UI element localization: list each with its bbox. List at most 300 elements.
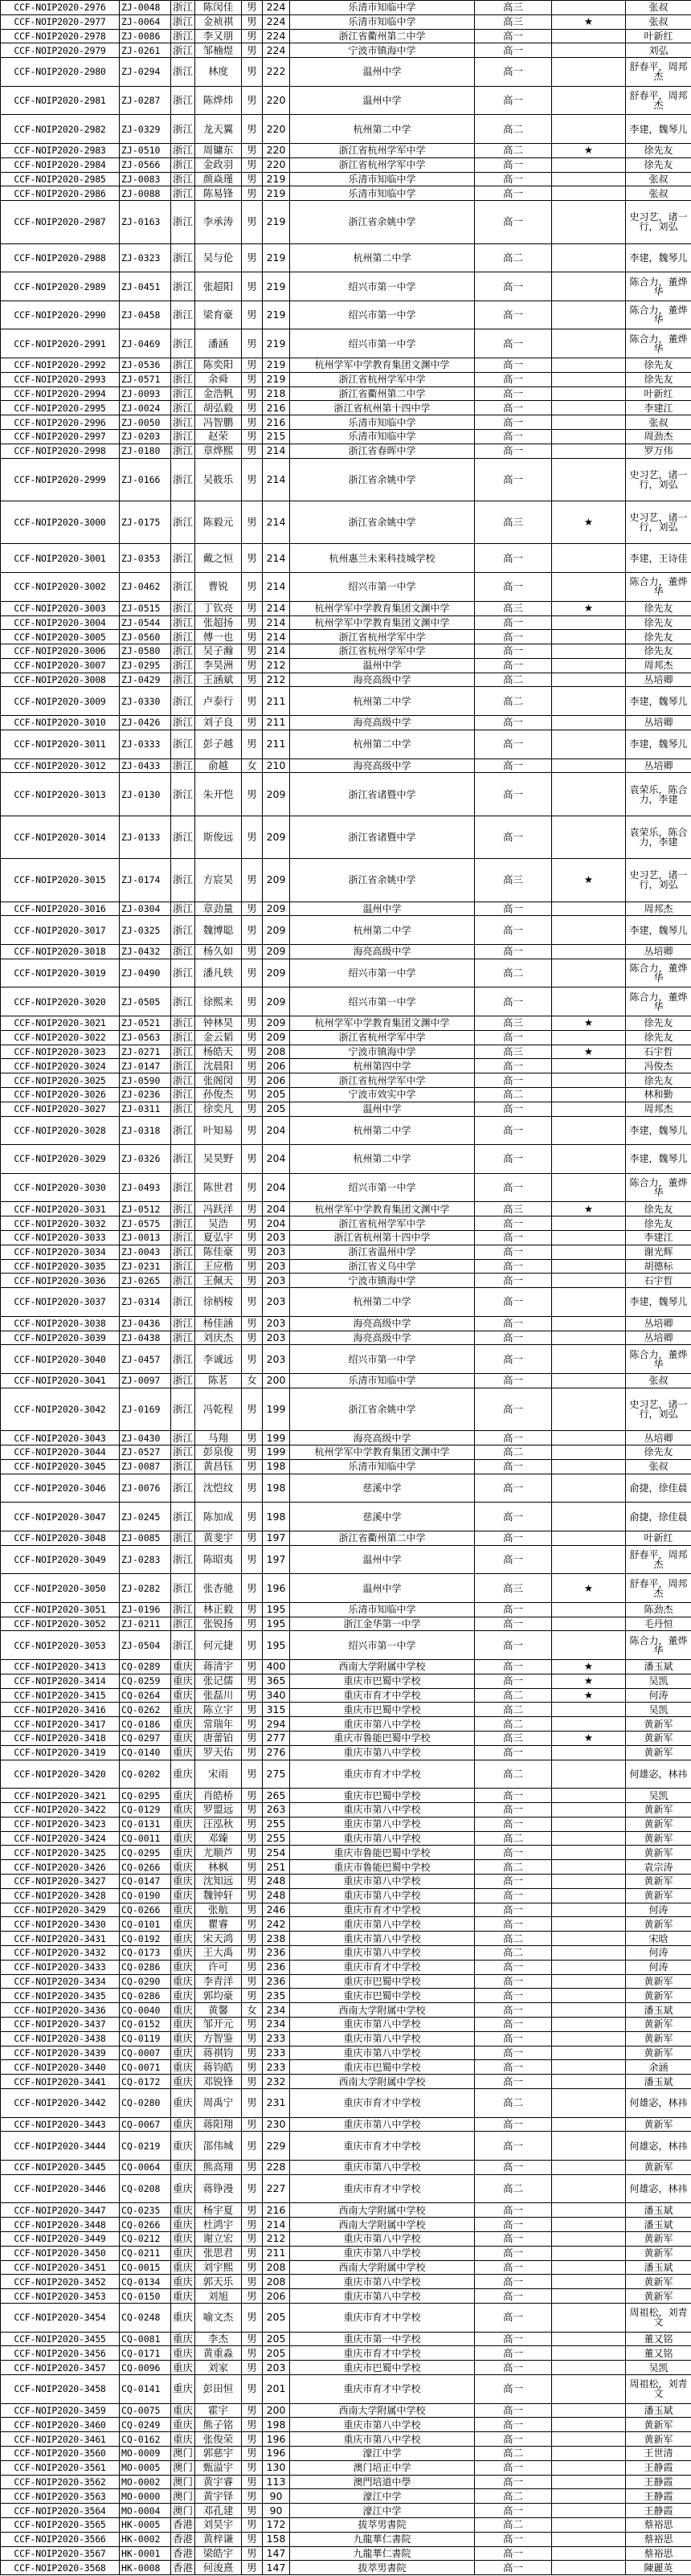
grade-cell: 高一	[475, 987, 552, 1016]
exam-number-cell: ZJ-0433	[120, 758, 171, 773]
province-cell: 浙江	[171, 544, 195, 573]
student-name-cell: 曹锐	[195, 573, 242, 602]
coach-cell: 黄新军	[626, 2418, 691, 2432]
school-cell: 重庆市第八中学校	[290, 1717, 475, 1732]
gender-cell: 男	[242, 1030, 263, 1045]
student-name-cell: 瞿睿	[195, 1917, 242, 1932]
contestant-id-cell: CCF-NOIP2020-3562	[1, 2475, 120, 2489]
school-cell: 海亮高级中学	[290, 673, 475, 687]
table-row	[1, 615, 691, 630]
grade-cell: 高一	[475, 1474, 552, 1503]
student-name-cell: 叶知易	[195, 1116, 242, 1145]
province-cell: 浙江	[171, 1331, 195, 1345]
coach-cell: 何雄宓，林祎	[626, 2174, 691, 2203]
student-name-cell: 蒋清宇	[195, 1660, 242, 1674]
contestant-id-cell: CCF-NOIP2020-2990	[1, 301, 120, 329]
score-cell: 224	[263, 29, 290, 43]
mark-cell	[552, 1459, 626, 1474]
contestant-id-cell: CCF-NOIP2020-2995	[1, 401, 120, 415]
score-cell: 195	[263, 1631, 290, 1660]
gender-cell: 男	[242, 2275, 263, 2289]
exam-number-cell: CQ-0171	[120, 2346, 171, 2361]
grade-cell: 高一	[475, 2075, 552, 2089]
school-cell: 重庆市育才中学校	[290, 2303, 475, 2332]
mark-cell	[552, 415, 626, 430]
mark-cell	[552, 644, 626, 659]
coach-cell: 吴凯	[626, 2361, 691, 2375]
grade-cell: 高一	[475, 2031, 552, 2046]
contestant-id-cell: CCF-NOIP2020-3427	[1, 1875, 120, 1889]
school-cell: 浙江省杭州学军中学	[290, 144, 475, 158]
table-row	[1, 401, 691, 415]
province-cell: 重庆	[171, 2275, 195, 2289]
exam-number-cell: CQ-0081	[120, 2332, 171, 2346]
gender-cell: 男	[242, 902, 263, 916]
score-cell: 208	[263, 2260, 290, 2275]
coach-cell: 丛培卿	[626, 1431, 691, 1445]
mark-cell	[552, 544, 626, 573]
province-cell: 浙江	[171, 1373, 195, 1388]
school-cell: 浙江省诸暨中学	[290, 816, 475, 858]
table-row	[1, 1760, 691, 1789]
coach-cell: 陈合力，董烨华	[626, 301, 691, 329]
school-cell: 杭州第二中学	[290, 1145, 475, 1174]
exam-number-cell: CQ-0190	[120, 1888, 171, 1903]
score-cell: 209	[263, 916, 290, 945]
score-cell: 246	[263, 1903, 290, 1917]
exam-number-cell: CQ-0147	[120, 1875, 171, 1889]
contestant-id-cell: CCF-NOIP2020-3013	[1, 773, 120, 816]
student-name-cell: 周镛东	[195, 144, 242, 158]
mark-cell	[552, 2346, 626, 2361]
mark-cell	[552, 358, 626, 373]
grade-cell: 高一	[475, 1617, 552, 1631]
score-cell: 195	[263, 1617, 290, 1631]
grade-cell: 高一	[475, 1974, 552, 1989]
table-row	[1, 430, 691, 444]
coach-cell: 石宇哲	[626, 1274, 691, 1288]
table-row	[1, 716, 691, 730]
student-name-cell: 宋天鸿	[195, 1932, 242, 1946]
gender-cell: 男	[242, 115, 263, 144]
school-cell: 浙江省衢州第二中学	[290, 29, 475, 43]
mark-cell	[552, 2289, 626, 2304]
exam-number-cell: CQ-0286	[120, 1960, 171, 1974]
school-cell: 重庆市第八中学校	[290, 2160, 475, 2174]
student-name-cell: 刘宇熙	[195, 2260, 242, 2275]
student-name-cell: 金云韬	[195, 1030, 242, 1045]
student-name-cell: 钟林昊	[195, 1016, 242, 1030]
student-name-cell: 罗天佑	[195, 1745, 242, 1760]
contestant-id-cell: CCF-NOIP2020-3418	[1, 1732, 120, 1746]
province-cell: 重庆	[171, 2203, 195, 2218]
table-row	[1, 2017, 691, 2031]
school-cell: 西南大学附属中学校	[290, 2203, 475, 2218]
coach-cell: 周邦杰	[626, 902, 691, 916]
student-name-cell: 陈闵佳	[195, 1, 242, 15]
student-name-cell: 方宸昊	[195, 859, 242, 902]
table-row	[1, 1732, 691, 1746]
grade-cell: 高一	[475, 2160, 552, 2174]
exam-number-cell: MO-0005	[120, 2460, 171, 2475]
province-cell: 浙江	[171, 415, 195, 430]
score-cell: 197	[263, 1545, 290, 1574]
student-name-cell: 尤顺芦	[195, 1846, 242, 1860]
student-name-cell: 张超阳	[195, 272, 242, 301]
gender-cell: 男	[242, 2517, 263, 2532]
coach-cell: 黄新军	[626, 1846, 691, 1860]
exam-number-cell: ZJ-0087	[120, 1459, 171, 1474]
school-cell: 海亮高级中学	[290, 1331, 475, 1345]
province-cell: 重庆	[171, 2246, 195, 2260]
score-cell: 220	[263, 86, 290, 115]
student-name-cell: 郭慈宇	[195, 2446, 242, 2460]
score-cell: 277	[263, 1732, 290, 1746]
table-row	[1, 1903, 691, 1917]
student-name-cell: 吴浩	[195, 1216, 242, 1231]
score-cell: 201	[263, 2374, 290, 2403]
table-row	[1, 501, 691, 544]
table-row	[1, 2532, 691, 2546]
coach-cell: 黄新军	[626, 2017, 691, 2031]
contestant-id-cell: CCF-NOIP2020-3019	[1, 959, 120, 987]
coach-cell: 陈合力，董烨华	[626, 1345, 691, 1374]
score-cell: 222	[263, 58, 290, 87]
province-cell: 浙江	[171, 1617, 195, 1631]
exam-number-cell: ZJ-0271	[120, 1045, 171, 1059]
mark-cell	[552, 2432, 626, 2447]
mark-cell: ★	[552, 1016, 626, 1030]
contestant-id-cell: CCF-NOIP2020-2992	[1, 358, 120, 373]
school-cell: 重庆市巴蜀中学校	[290, 1789, 475, 1803]
gender-cell: 男	[242, 1045, 263, 1059]
school-cell: 浙江省杭州第十四中学	[290, 1230, 475, 1245]
contestant-id-cell: CCF-NOIP2020-3423	[1, 1817, 120, 1831]
grade-cell: 高三	[475, 1574, 552, 1603]
table-row	[1, 14, 691, 29]
gender-cell: 男	[242, 14, 263, 29]
mark-cell	[552, 1531, 626, 1545]
grade-cell: 高一	[475, 272, 552, 301]
mark-cell	[552, 1373, 626, 1388]
grade-cell: 高一	[475, 1288, 552, 1317]
contestant-id-cell: CCF-NOIP2020-2984	[1, 157, 120, 172]
exam-number-cell: CQ-0286	[120, 1989, 171, 2003]
score-cell: 276	[263, 1745, 290, 1760]
exam-number-cell: CQ-0266	[120, 1860, 171, 1875]
mark-cell	[552, 1760, 626, 1789]
exam-number-cell: ZJ-0024	[120, 401, 171, 415]
mark-cell	[552, 1, 626, 15]
table-row	[1, 658, 691, 673]
mark-cell	[552, 2374, 626, 2403]
student-name-cell: 魏博聪	[195, 916, 242, 945]
mark-cell	[552, 573, 626, 602]
province-cell: 重庆	[171, 2160, 195, 2174]
gender-cell: 男	[242, 615, 263, 630]
province-cell: 浙江	[171, 959, 195, 987]
gender-cell: 男	[242, 1631, 263, 1660]
student-name-cell: 张超扬	[195, 615, 242, 630]
grade-cell: 高三	[475, 859, 552, 902]
mark-cell	[552, 687, 626, 716]
student-name-cell: 杨皓天	[195, 1045, 242, 1059]
grade-cell: 高一	[475, 1875, 552, 1889]
gender-cell: 男	[242, 458, 263, 501]
exam-number-cell: ZJ-0163	[120, 201, 171, 243]
mark-cell	[552, 2246, 626, 2260]
gender-cell: 男	[242, 1073, 263, 1088]
contestant-id-cell: CCF-NOIP2020-3448	[1, 2218, 120, 2232]
coach-cell: 史习艺，诸一行，刘弘	[626, 1388, 691, 1430]
table-row	[1, 115, 691, 144]
score-cell: 204	[263, 1216, 290, 1231]
student-name-cell: 金政羽	[195, 157, 242, 172]
school-cell: 重庆市第八中学校	[290, 2418, 475, 2432]
contestant-id-cell: CCF-NOIP2020-2999	[1, 458, 120, 501]
province-cell: 重庆	[171, 2075, 195, 2089]
student-name-cell: 张俊荣	[195, 2432, 242, 2447]
grade-cell: 高一	[475, 358, 552, 373]
score-cell: 204	[263, 1202, 290, 1216]
province-cell: 浙江	[171, 444, 195, 458]
grade-cell: 高一	[475, 1817, 552, 1831]
contestant-id-cell: CCF-NOIP2020-3437	[1, 2017, 120, 2031]
exam-number-cell: ZJ-0451	[120, 272, 171, 301]
mark-cell	[552, 1917, 626, 1932]
coach-cell: 潘玉斌	[626, 1660, 691, 1674]
student-name-cell: 张阁闵	[195, 1073, 242, 1088]
contestant-id-cell: CCF-NOIP2020-3430	[1, 1917, 120, 1932]
grade-cell: 高一	[475, 1331, 552, 1345]
gender-cell: 男	[242, 859, 263, 902]
exam-number-cell: ZJ-0236	[120, 1087, 171, 1102]
gender-cell: 男	[242, 944, 263, 959]
school-cell: 浙江省杭州学军中学	[290, 1073, 475, 1088]
score-cell: 147	[263, 2546, 290, 2561]
gender-cell: 男	[242, 2532, 263, 2546]
grade-cell: 高一	[475, 2132, 552, 2161]
mark-cell	[552, 2446, 626, 2460]
coach-cell: 徐先友	[626, 157, 691, 172]
contestant-id-cell: CCF-NOIP2020-3421	[1, 1789, 120, 1803]
grade-cell: 高二	[475, 2446, 552, 2460]
table-row	[1, 1373, 691, 1388]
coach-cell: 史习艺，诸一行，刘弘	[626, 458, 691, 501]
score-cell: 214	[263, 444, 290, 458]
exam-number-cell: ZJ-0166	[120, 458, 171, 501]
score-cell: 219	[263, 372, 290, 386]
grade-cell: 高一	[475, 1602, 552, 1617]
exam-number-cell: MO-0002	[120, 2475, 171, 2489]
school-cell: 乐清市知临中学	[290, 415, 475, 430]
gender-cell: 男	[242, 1245, 263, 1259]
school-cell: 浙江省诸暨中学	[290, 773, 475, 816]
exam-number-cell: ZJ-0536	[120, 358, 171, 373]
exam-number-cell: ZJ-0521	[120, 1016, 171, 1030]
contestant-id-cell: CCF-NOIP2020-3000	[1, 501, 120, 544]
gender-cell: 男	[242, 1059, 263, 1073]
score-cell: 130	[263, 2460, 290, 2475]
province-cell: 重庆	[171, 1846, 195, 1860]
gender-cell: 男	[242, 386, 263, 401]
province-cell: 澳门	[171, 2460, 195, 2475]
grade-cell: 高一	[475, 458, 552, 501]
gender-cell: 男	[242, 186, 263, 201]
coach-cell: 罗万伟	[626, 444, 691, 458]
score-cell: 251	[263, 1860, 290, 1875]
score-cell: 254	[263, 1846, 290, 1860]
student-name-cell: 孙俊杰	[195, 1087, 242, 1102]
student-name-cell: 张思君	[195, 2246, 242, 2260]
gender-cell: 男	[242, 444, 263, 458]
grade-cell: 高二	[475, 1860, 552, 1875]
exam-number-cell: CQ-0140	[120, 1745, 171, 1760]
grade-cell: 高一	[475, 2532, 552, 2546]
grade-cell: 高一	[475, 2332, 552, 2346]
coach-cell: 宋晗	[626, 1932, 691, 1946]
contestant-id-cell: CCF-NOIP2020-3022	[1, 1030, 120, 1045]
school-cell: 重庆市第八中学校	[290, 1932, 475, 1946]
student-name-cell: 张磊川	[195, 1688, 242, 1703]
coach-cell: 王静霞	[626, 2475, 691, 2489]
school-cell: 重庆市第八中学校	[290, 1888, 475, 1903]
student-name-cell: 陈世君	[195, 1173, 242, 1202]
grade-cell: 高一	[475, 2231, 552, 2246]
gender-cell: 男	[242, 2218, 263, 2232]
exam-number-cell: MO-0004	[120, 2504, 171, 2518]
grade-cell: 高一	[475, 1116, 552, 1145]
province-cell: 浙江	[171, 987, 195, 1016]
exam-number-cell: ZJ-0560	[120, 630, 171, 644]
province-cell: 浙江	[171, 1073, 195, 1088]
mark-cell: ★	[552, 1660, 626, 1674]
score-cell: 219	[263, 272, 290, 301]
table-row	[1, 1703, 691, 1717]
contestant-id-cell: CCF-NOIP2020-3417	[1, 1717, 120, 1732]
contestant-id-cell: CCF-NOIP2020-3435	[1, 1989, 120, 2003]
score-cell: 218	[263, 386, 290, 401]
coach-cell: 黄新军	[626, 2117, 691, 2132]
school-cell: 浙江省杭州第十四中学	[290, 401, 475, 415]
school-cell: 浙江省温州中学	[290, 1245, 475, 1259]
gender-cell: 男	[242, 1789, 263, 1803]
exam-number-cell: ZJ-0457	[120, 1345, 171, 1374]
coach-cell: 黄新军	[626, 2031, 691, 2046]
student-name-cell: 周禹宁	[195, 2088, 242, 2117]
table-row	[1, 687, 691, 716]
student-name-cell: 李青洋	[195, 1974, 242, 1989]
school-cell: 重庆市育才中学校	[290, 2088, 475, 2117]
coach-cell: 徐先友	[626, 644, 691, 659]
student-name-cell: 夏弘宇	[195, 1230, 242, 1245]
gender-cell: 男	[242, 2075, 263, 2089]
student-name-cell: 俞越	[195, 758, 242, 773]
coach-cell: 徐先友	[626, 601, 691, 615]
gender-cell: 男	[242, 43, 263, 58]
student-name-cell: 邓臻	[195, 1831, 242, 1846]
mark-cell	[552, 1831, 626, 1846]
score-cell: 219	[263, 358, 290, 373]
contestant-id-cell: CCF-NOIP2020-3425	[1, 1846, 120, 1860]
contestant-id-cell: CCF-NOIP2020-3456	[1, 2346, 120, 2361]
score-cell: 90	[263, 2489, 290, 2504]
province-cell: 浙江	[171, 773, 195, 816]
student-name-cell: 丁钦亮	[195, 601, 242, 615]
contestant-id-cell: CCF-NOIP2020-3002	[1, 573, 120, 602]
contestant-id-cell: CCF-NOIP2020-3413	[1, 1660, 120, 1674]
mark-cell: ★	[552, 859, 626, 902]
contestant-id-cell: CCF-NOIP2020-3441	[1, 2075, 120, 2089]
province-cell: 重庆	[171, 1732, 195, 1746]
score-cell: 219	[263, 186, 290, 201]
contestant-id-cell: CCF-NOIP2020-3008	[1, 673, 120, 687]
grade-cell: 高一	[475, 1073, 552, 1088]
gender-cell: 男	[242, 2132, 263, 2161]
table-row	[1, 2046, 691, 2060]
contestant-id-cell: CCF-NOIP2020-3044	[1, 1445, 120, 1460]
score-cell: 294	[263, 1717, 290, 1732]
grade-cell: 高一	[475, 1316, 552, 1331]
contestant-id-cell: CCF-NOIP2020-3451	[1, 2260, 120, 2275]
province-cell: 香港	[171, 2532, 195, 2546]
coach-cell: 吴凯	[626, 1789, 691, 1803]
province-cell: 浙江	[171, 1631, 195, 1660]
gender-cell: 男	[242, 2088, 263, 2117]
exam-number-cell: ZJ-0333	[120, 730, 171, 758]
table-row	[1, 301, 691, 329]
exam-number-cell: ZJ-0432	[120, 944, 171, 959]
grade-cell: 高一	[475, 644, 552, 659]
student-name-cell: 霍宇	[195, 2403, 242, 2418]
province-cell: 浙江	[171, 601, 195, 615]
score-cell: 220	[263, 115, 290, 144]
coach-cell: 董又铭	[626, 2346, 691, 2361]
student-name-cell: 马翔	[195, 1431, 242, 1445]
table-row	[1, 1073, 691, 1088]
mark-cell	[552, 1274, 626, 1288]
coach-cell: 叶新红	[626, 1531, 691, 1545]
grade-cell: 高一	[475, 1030, 552, 1045]
exam-number-cell: CQ-0249	[120, 2418, 171, 2432]
mark-cell	[552, 1073, 626, 1088]
table-row	[1, 1030, 691, 1045]
province-cell: 重庆	[171, 1989, 195, 2003]
school-cell: 重庆市第八中学校	[290, 2231, 475, 2246]
exam-number-cell: ZJ-0515	[120, 601, 171, 615]
exam-number-cell: CQ-0172	[120, 2075, 171, 2089]
school-cell: 九龍華仁書院	[290, 2546, 475, 2561]
gender-cell: 男	[242, 2174, 263, 2203]
coach-cell: 袁宗涛	[626, 1860, 691, 1875]
mark-cell	[552, 658, 626, 673]
table-row	[1, 859, 691, 902]
table-row	[1, 1717, 691, 1732]
province-cell: 重庆	[171, 2031, 195, 2046]
mark-cell	[552, 2460, 626, 2475]
school-cell: 重庆市第八中学校	[290, 1831, 475, 1846]
grade-cell: 高一	[475, 386, 552, 401]
grade-cell: 高一	[475, 1259, 552, 1274]
table-row	[1, 916, 691, 945]
table-row	[1, 544, 691, 573]
contestant-id-cell: CCF-NOIP2020-3047	[1, 1503, 120, 1531]
grade-cell: 高一	[475, 2475, 552, 2489]
student-name-cell: 徐熙来	[195, 987, 242, 1016]
grade-cell: 高三	[475, 601, 552, 615]
coach-cell: 徐先友	[626, 630, 691, 644]
mark-cell	[552, 730, 626, 758]
